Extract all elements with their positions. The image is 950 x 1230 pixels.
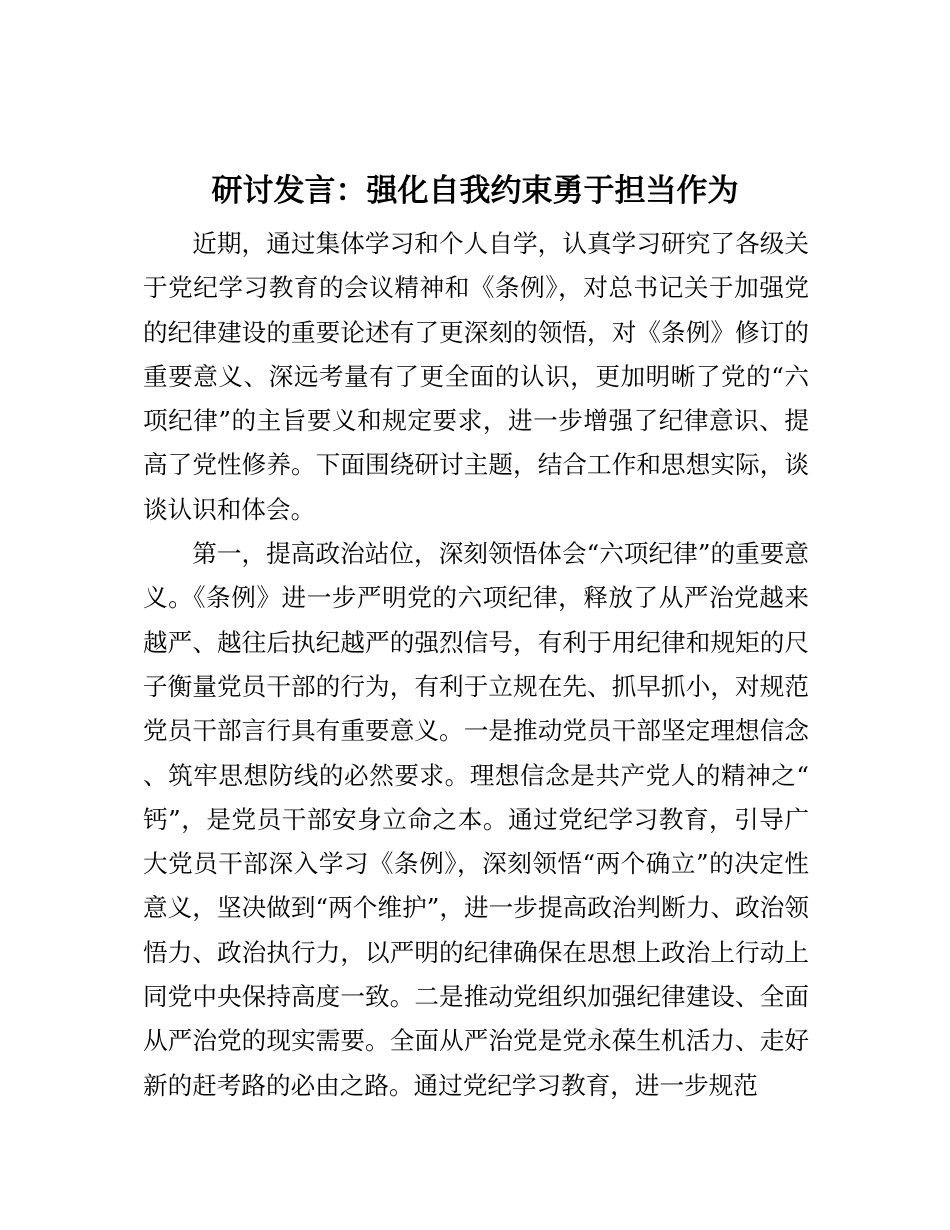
document-body xyxy=(143,222,809,1108)
paragraph-point-one: 第一，提高政治站位，深刻领悟体会“六项纪律”的重要意义。《条例》进一步严明党的六项纪律，释放了从严治党越来越严、越往后执纪越严的强烈信号，有利于用纪律和规矩的尺子衡量党员干部的行为，有利于立规在先、抓早抓小，对规范党员干部言行具有重要意义。一是推动党员干部坚定理想信念、筑牢思想防线的必然要求。理想信念是共产党人的精神之“钙”，是党员干部安身立命之本。通过党纪学习教育，引导广大党员干部深入学习《条例》，深刻领悟“两个确立”的决定性意义，坚决做到“两个维护”，进一步提高政治判断力、政治领悟力、政治执行力，以严明的纪律确保在思想上政治上行动上同党中央保持高度一致。二是推动党组织加强纪律建设、全面从严治党的现实需要。全面从严治党是党永葆生机活力、走好新的赶考路的必由之路。通过党纪学习教育，进一步规范 xyxy=(143,539,809,1100)
paragraph-intro: 近期，通过集体学习和个人自学，认真学习研究了各级关于党纪学习教育的会议精神和《条例》，对总书记关于加强党的纪律建设的重要论述有了更深刻的领悟，对《条例》修订的重要意义、深远考量有了更全面的认识，更加明晰了党的“六项纪律”的主旨要义和规定要求，进一步增强了纪律意识、提高了党性修养。下面围绕研讨主题，结合工作和思想实际，谈谈认识和体会。 xyxy=(143,229,809,524)
document-title: 研讨发言：强化自我约束勇于担当作为 xyxy=(211,173,739,209)
